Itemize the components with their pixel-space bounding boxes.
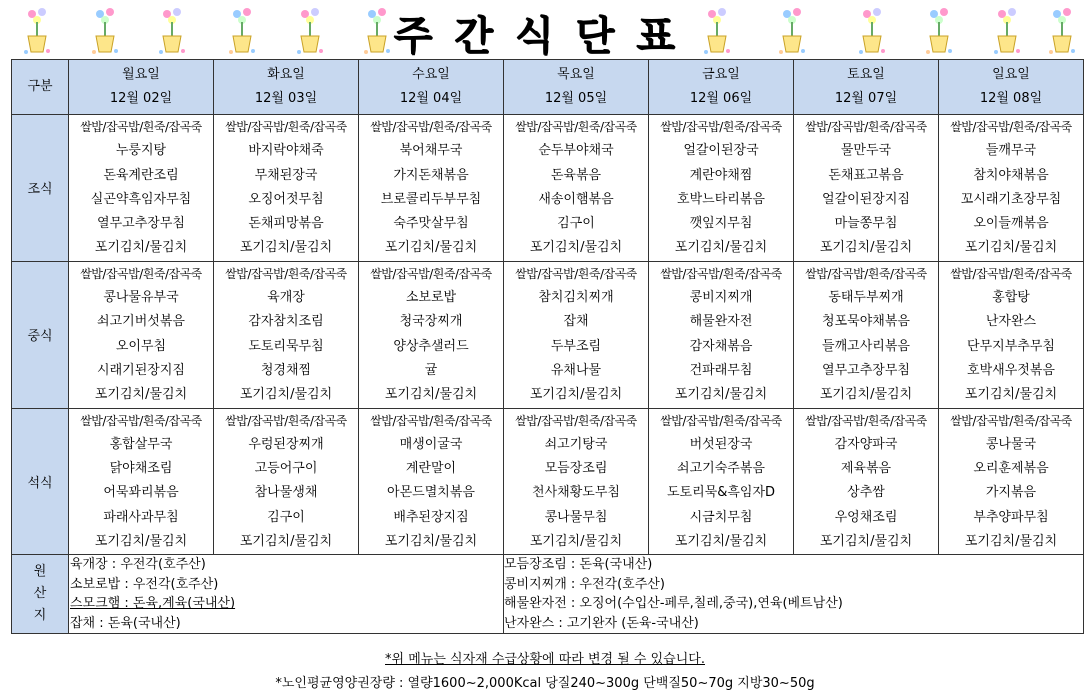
menu-item: 유채나물 <box>550 362 602 378</box>
day-name: 목요일 <box>557 67 595 82</box>
menu-item: 북어채무국 <box>399 143 463 159</box>
menu-item: 꼬시래기초장무침 <box>960 191 1062 207</box>
header-banner <box>0 0 1090 58</box>
menu-cell <box>359 408 504 555</box>
menu-item: 쌀밥/잡곡밥/흰죽/잡곡죽 <box>225 120 347 134</box>
menu-item: 콩나물유부국 <box>103 290 179 306</box>
day-date: 12월 03일 <box>254 91 318 106</box>
menu-item: 쌀밥/잡곡밥/흰죽/잡곡죽 <box>80 413 202 428</box>
day-header <box>214 60 359 115</box>
day-name: 일요일 <box>992 67 1030 82</box>
menu-item: 숙주맛살무침 <box>393 216 469 232</box>
menu-item: 포기김치/물김치 <box>964 387 1058 403</box>
menu-cell <box>649 408 794 555</box>
meal-label: 석식 <box>12 408 69 555</box>
origin-right <box>504 555 1084 634</box>
menu-cell <box>69 408 214 555</box>
table-header-row <box>12 60 1084 115</box>
day-header <box>794 60 939 115</box>
menu-item: 제육볶음 <box>840 461 892 477</box>
menu-item: 포기김치/물김치 <box>819 534 913 550</box>
menu-item: 포기김치/물김치 <box>819 240 913 256</box>
menu-item: 천사채황도무침 <box>532 485 620 501</box>
origin-item: 모듬장조림 : 돈육(국내산) <box>504 557 653 573</box>
menu-cell <box>69 115 214 262</box>
menu-item: 쌀밥/잡곡밥/흰죽/잡곡죽 <box>805 413 927 428</box>
meal-row-dinner <box>12 408 1084 555</box>
menu-item: 소보로밥 <box>405 290 457 306</box>
menu-item: 청국장찌개 <box>399 314 463 330</box>
meal-row-lunch <box>12 261 1084 408</box>
menu-item: 포기김치/물김치 <box>384 534 478 550</box>
day-name: 토요일 <box>847 67 885 82</box>
day-date: 12월 02일 <box>109 91 173 106</box>
menu-item: 포기김치/물김치 <box>239 534 333 550</box>
menu-item: 모듬장조림 <box>544 461 608 477</box>
menu-item: 도토리묵무침 <box>248 338 324 354</box>
menu-item: 쌀밥/잡곡밥/흰죽/잡곡죽 <box>515 266 637 281</box>
menu-cell <box>794 261 939 408</box>
menu-item: 무채된장국 <box>254 167 318 183</box>
menu-item: 쌀밥/잡곡밥/흰죽/잡곡죽 <box>660 413 782 428</box>
menu-item: 들깨고사리볶음 <box>822 338 910 354</box>
menu-item: 브로콜리두부무침 <box>380 191 482 207</box>
menu-item: 버섯된장국 <box>689 436 753 452</box>
menu-cell <box>359 261 504 408</box>
menu-item: 포기김치/물김치 <box>529 534 623 550</box>
menu-item: 시금치무침 <box>689 509 753 525</box>
day-date: 12월 04일 <box>399 91 463 106</box>
menu-item: 쇠고기숙주볶음 <box>677 461 765 477</box>
menu-item: 해물완자전 <box>689 314 753 330</box>
menu-cell <box>504 115 649 262</box>
menu-item: 닭야채조림 <box>109 461 173 477</box>
menu-item: 고등어구이 <box>254 461 318 477</box>
menu-cell <box>504 261 649 408</box>
menu-item: 김구이 <box>557 216 595 232</box>
menu-item: 쌀밥/잡곡밥/흰죽/잡곡죽 <box>225 266 347 281</box>
menu-item: 열무고추장무침 <box>97 216 185 232</box>
menu-item: 동태두부찌개 <box>828 290 904 306</box>
origin-label-char: 원 <box>33 564 47 580</box>
menu-item: 돈채피망볶음 <box>248 216 324 232</box>
menu-item: 쌀밥/잡곡밥/흰죽/잡곡죽 <box>80 120 202 134</box>
menu-item: 단무지부추무침 <box>967 338 1055 354</box>
menu-item: 오징어젓무침 <box>248 191 324 207</box>
menu-item: 참치야채볶음 <box>973 167 1049 183</box>
menu-item: 포기김치/물김치 <box>529 387 623 403</box>
nutrition-guideline: *노인평균영양권장량 : 열량1600~2,000Kcal 당질240~300g 단백질50~70g 지방30~50g <box>275 676 815 691</box>
menu-cell <box>214 261 359 408</box>
menu-item: 새송이햄볶음 <box>538 191 614 207</box>
menu-item: 귤 <box>424 362 438 378</box>
menu-item: 쌀밥/잡곡밥/흰죽/잡곡죽 <box>660 120 782 134</box>
origin-item: 콩비지찌개 : 우전각(호주산) <box>504 576 665 592</box>
meal-row-breakfast <box>12 115 1084 262</box>
menu-item: 오이들깨볶음 <box>973 216 1049 232</box>
menu-item: 돈육계란조림 <box>103 167 179 183</box>
menu-item: 콩비지찌개 <box>689 290 753 306</box>
menu-item: 쌀밥/잡곡밥/흰죽/잡곡죽 <box>950 413 1072 428</box>
day-header <box>69 60 214 115</box>
menu-item: 콩나물무침 <box>544 509 608 525</box>
menu-item: 아몬드멸치볶음 <box>387 485 475 501</box>
day-header <box>504 60 649 115</box>
menu-item: 파래사과무침 <box>103 509 179 525</box>
menu-item: 깻잎지무침 <box>689 216 753 232</box>
menu-item: 포기김치/물김치 <box>239 387 333 403</box>
menu-item: 가지돈채볶음 <box>393 167 469 183</box>
menu-item: 포기김치/물김치 <box>964 240 1058 256</box>
weekly-menu-table <box>11 59 1084 634</box>
menu-item: 감자참치조림 <box>248 314 324 330</box>
menu-item: 쌀밥/잡곡밥/흰죽/잡곡죽 <box>370 266 492 281</box>
menu-item: 누룽지탕 <box>115 143 167 159</box>
menu-item: 김구이 <box>267 509 305 525</box>
menu-item: 쌀밥/잡곡밥/흰죽/잡곡죽 <box>950 266 1072 281</box>
origin-item: 잡채 : 돈육(국내산) <box>70 615 181 631</box>
menu-item: 양상추샐러드 <box>393 338 469 354</box>
menu-item: 포기김치/물김치 <box>239 240 333 256</box>
menu-item: 시래기된장지짐 <box>97 362 185 378</box>
menu-item: 감자양파국 <box>834 436 898 452</box>
menu-item: 포기김치/물김치 <box>384 387 478 403</box>
menu-cell <box>504 408 649 555</box>
menu-item: 건파래무침 <box>689 362 753 378</box>
menu-item: 쌀밥/잡곡밥/흰죽/잡곡죽 <box>805 266 927 281</box>
menu-cell <box>794 115 939 262</box>
menu-cell <box>214 115 359 262</box>
origin-label-char: 산 <box>33 586 47 602</box>
menu-item: 육개장 <box>267 290 305 306</box>
origin-item: 난자완스 : 고기완자 (돈육-국내산) <box>504 615 699 631</box>
menu-cell <box>214 408 359 555</box>
menu-item: 참치김치찌개 <box>538 290 614 306</box>
menu-item: 포기김치/물김치 <box>94 240 188 256</box>
menu-item: 쌀밥/잡곡밥/흰죽/잡곡죽 <box>370 413 492 428</box>
menu-item: 호박새우젓볶음 <box>967 362 1055 378</box>
menu-item: 어묵꽈리볶음 <box>103 485 179 501</box>
menu-cell <box>359 115 504 262</box>
day-name: 화요일 <box>267 67 305 82</box>
menu-item: 계란말이 <box>405 461 457 477</box>
menu-item: 부추양파무침 <box>973 509 1049 525</box>
menu-item: 마늘쫑무침 <box>834 216 898 232</box>
menu-item: 참나물생채 <box>254 485 318 501</box>
menu-item: 홍합탕 <box>992 290 1030 306</box>
menu-item: 콩나물국 <box>985 436 1037 452</box>
menu-item: 쌀밥/잡곡밥/흰죽/잡곡죽 <box>950 120 1072 134</box>
menu-item: 배추된장지짐 <box>393 509 469 525</box>
menu-item: 쌀밥/잡곡밥/흰죽/잡곡죽 <box>805 120 927 134</box>
menu-change-notice: *위 메뉴는 식자재 수급상황에 따라 변경 될 수 있습니다. <box>385 652 705 667</box>
day-name: 월요일 <box>122 67 160 82</box>
menu-item: 우렁된장찌개 <box>248 436 324 452</box>
menu-cell <box>794 408 939 555</box>
menu-item: 포기김치/물김치 <box>94 534 188 550</box>
menu-cell <box>939 115 1084 262</box>
menu-cell <box>939 261 1084 408</box>
day-date: 12월 07일 <box>834 91 898 106</box>
menu-item: 감자채볶음 <box>689 338 753 354</box>
menu-item: 오리훈제볶음 <box>973 461 1049 477</box>
menu-item: 상추쌈 <box>847 485 885 501</box>
menu-item: 얼갈이된장지짐 <box>822 191 910 207</box>
origin-item: 해물완자전 : 오징어(수입산-페루,칠레,중국),연육(베트남산) <box>504 596 843 612</box>
menu-item: 난자완스 <box>985 314 1037 330</box>
origin-item: 육개장 : 우전각(호주산) <box>70 557 206 573</box>
menu-item: 가지볶음 <box>985 485 1037 501</box>
menu-item: 잡채 <box>563 314 589 330</box>
origin-row <box>12 555 1084 634</box>
page-title: 주간식단표 <box>393 13 697 59</box>
day-name: 금요일 <box>702 67 740 82</box>
menu-item: 돈육볶음 <box>550 167 602 183</box>
menu-item: 포기김치/물김치 <box>94 387 188 403</box>
category-header: 구분 <box>12 60 69 115</box>
menu-item: 쌀밥/잡곡밥/흰죽/잡곡죽 <box>660 266 782 281</box>
menu-cell <box>649 115 794 262</box>
menu-item: 포기김치/물김치 <box>674 387 768 403</box>
menu-item: 홍합살무국 <box>109 436 173 452</box>
menu-item: 포기김치/물김치 <box>674 240 768 256</box>
menu-item: 열무고추장무침 <box>822 362 910 378</box>
menu-item: 바지락야채죽 <box>248 143 324 159</box>
origin-left <box>69 555 504 634</box>
origin-label-char: 지 <box>33 608 47 624</box>
menu-item: 쌀밥/잡곡밥/흰죽/잡곡죽 <box>80 266 202 281</box>
menu-item: 호박느타리볶음 <box>677 191 765 207</box>
menu-item: 물만두국 <box>840 143 892 159</box>
menu-item: 계란야채찜 <box>689 167 753 183</box>
menu-item: 순두부야채국 <box>538 143 614 159</box>
day-date: 12월 05일 <box>544 91 608 106</box>
menu-item: 돈채표고볶음 <box>828 167 904 183</box>
menu-item: 포기김치/물김치 <box>384 240 478 256</box>
day-name: 수요일 <box>412 67 450 82</box>
menu-item: 우엉채조림 <box>834 509 898 525</box>
menu-item: 포기김치/물김치 <box>529 240 623 256</box>
origin-item: 스모크햄 : 돈육,계육(국내산) <box>70 596 236 612</box>
day-header <box>939 60 1084 115</box>
menu-item: 포기김치/물김치 <box>674 534 768 550</box>
menu-item: 도토리묵&흑임자D <box>666 485 776 501</box>
menu-item: 쌀밥/잡곡밥/흰죽/잡곡죽 <box>515 120 637 134</box>
menu-item: 쌀밥/잡곡밥/흰죽/잡곡죽 <box>515 413 637 428</box>
menu-item: 포기김치/물김치 <box>819 387 913 403</box>
day-date: 12월 08일 <box>979 91 1043 106</box>
menu-item: 쌀밥/잡곡밥/흰죽/잡곡죽 <box>225 413 347 428</box>
meal-label: 중식 <box>12 261 69 408</box>
menu-item: 쇠고기버섯볶음 <box>97 314 185 330</box>
menu-item: 매생이굴국 <box>399 436 463 452</box>
menu-item: 쌀밥/잡곡밥/흰죽/잡곡죽 <box>370 120 492 134</box>
meal-label: 조식 <box>12 115 69 262</box>
day-date: 12월 06일 <box>689 91 753 106</box>
day-header <box>649 60 794 115</box>
menu-item: 들깨무국 <box>985 143 1037 159</box>
menu-item: 얼갈이된장국 <box>683 143 759 159</box>
origin-item: 소보로밥 : 우전각(호주산) <box>70 576 219 592</box>
menu-item: 오이무침 <box>115 338 167 354</box>
menu-item: 실곤약흑임자무침 <box>90 191 192 207</box>
menu-item: 청경채찜 <box>260 362 312 378</box>
menu-cell <box>939 408 1084 555</box>
origin-label <box>12 555 69 634</box>
day-header <box>359 60 504 115</box>
menu-item: 쇠고기탕국 <box>544 436 608 452</box>
menu-item: 두부조림 <box>550 338 602 354</box>
menu-item: 포기김치/물김치 <box>964 534 1058 550</box>
menu-cell <box>649 261 794 408</box>
menu-cell <box>69 261 214 408</box>
menu-item: 청포묵야채볶음 <box>822 314 910 330</box>
